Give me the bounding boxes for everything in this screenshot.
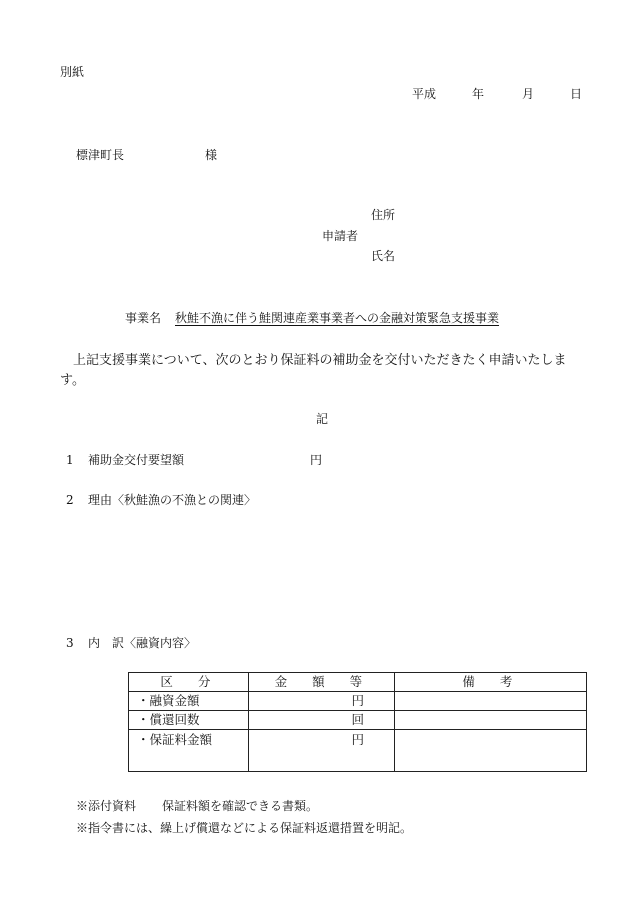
note1-label: ※添付資料 <box>76 799 137 813</box>
row-remarks <box>395 730 587 772</box>
date-era: 平成 <box>412 87 437 101</box>
item3-label: 内 訳〈融資内容〉 <box>88 636 197 650</box>
header-remarks: 備 考 <box>395 673 587 692</box>
header-amount: 金 額 等 <box>249 673 395 692</box>
row-category: ・償還回数 <box>129 711 249 730</box>
table-header-row <box>129 673 587 692</box>
table-row <box>129 730 587 772</box>
addressee-name: 標津町長 <box>76 148 125 162</box>
applicant-name-label: 氏名 <box>371 249 396 263</box>
row-category: ・保証料金額 <box>129 730 249 772</box>
item1-number: 1 <box>66 453 74 467</box>
project-label: 事業名 <box>125 311 162 325</box>
date-day: 日 <box>570 87 583 101</box>
applicant-role-label: 申請者 <box>322 229 359 243</box>
table-row <box>129 711 587 730</box>
item1-label: 補助金交付要望額 <box>88 453 185 467</box>
date-year: 年 <box>472 87 485 101</box>
request-paragraph: 上記支援事業について、次のとおり保証料の補助金を交付いただきたく申請いたします。 <box>60 353 567 388</box>
item2-label: 理由〈秋鮭漁の不漁との関連〉 <box>88 493 257 507</box>
header-category: 区 分 <box>129 673 249 692</box>
row-remarks <box>395 692 587 711</box>
row-unit: 円 <box>249 730 395 772</box>
row-category: ・融資金額 <box>129 692 249 711</box>
table-row <box>129 692 587 711</box>
ki-heading: 記 <box>316 412 329 426</box>
breakdown-table <box>128 672 587 772</box>
applicant-address-label: 住所 <box>371 208 396 222</box>
row-unit: 円 <box>249 692 395 711</box>
attachment-label: 別紙 <box>60 65 85 79</box>
item3-number: 3 <box>66 636 74 650</box>
row-unit: 回 <box>249 711 395 730</box>
project-title: 秋鮭不漁に伴う鮭関連産業事業者への金融対策緊急支援事業 <box>175 311 500 325</box>
addressee-honorific: 様 <box>205 148 218 162</box>
note2-text: ※指令書には、繰上げ償還などによる保証料返還措置を明記。 <box>76 821 413 835</box>
item2-number: 2 <box>66 493 74 507</box>
date-month: 月 <box>522 87 535 101</box>
row-remarks <box>395 711 587 730</box>
item1-unit: 円 <box>310 453 323 467</box>
note1-text: 保証料額を確認できる書類。 <box>162 799 319 813</box>
